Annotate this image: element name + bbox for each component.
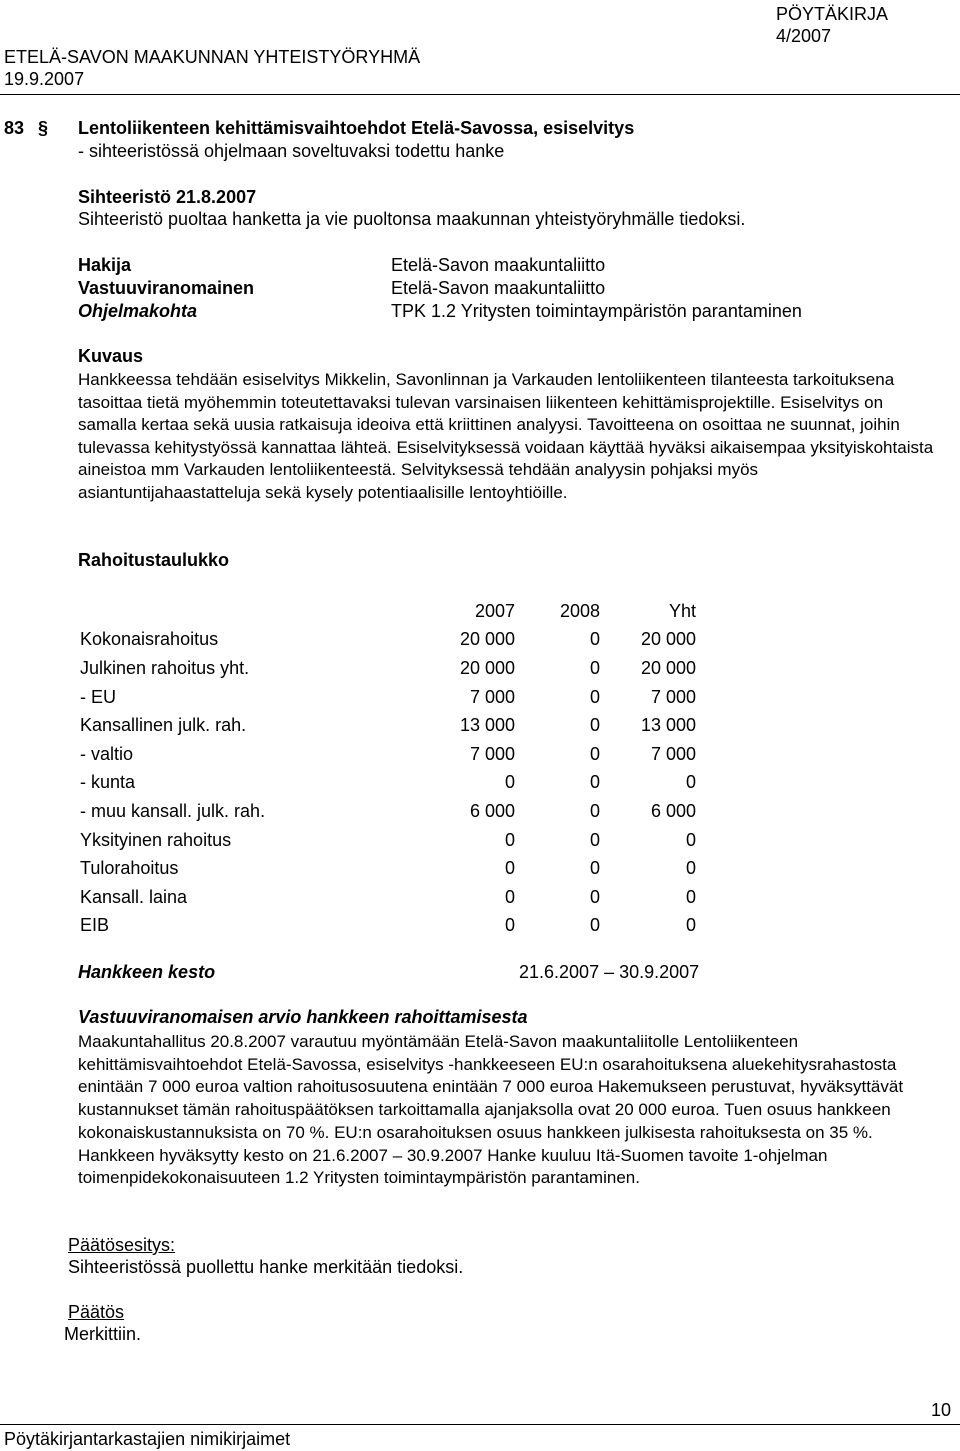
decision-heading: Päätös [68,1302,125,1322]
program-point-label: Ohjelmakohta [78,301,198,321]
financing-header-label [80,597,430,626]
row-2008: 0 [589,629,600,650]
financing-header-total: Yht [668,600,696,621]
financing-header-row [80,597,696,626]
row-label: - valtio [80,743,134,764]
row-2008: 0 [589,858,600,879]
row-label: EIB [80,915,110,936]
description-paragraph: Hankkeessa tehdään esiselvitys Mikkelin, Savonlinnan ja Varkauden lentoliikenteen tilanteesta tarkoituksena tasoittaa tietä myöhemmin toteutettavaksi tulevan varsinaisen liikenteen kehittämisprojektille. Esiselvitys on samalla kertaa sekä uusia ratkaisuja ideoiva että kriittinen analyysi. Tavoitteena on osoittaa ne suunnat, joihin tulevassa kehitystyössä kannattaa lähteä. Esiselvityksessä voidaan käyttää hyväksi aikaisempaa yksityiskohtaista aineistoa mm Varkauden lentoliikenteestä. Selvityksessä tehdään analyysin pohjaksi myös asiantuntijahaastatteluja sekä kysely potentiaalisille lentoyhtiöille. [78,370,934,502]
row-2007: 7 000 [469,743,515,764]
signatures-label: Pöytäkirjantarkastajien nimikirjaimet [4,1429,291,1449]
table-row [80,683,696,712]
row-2007: 0 [504,829,515,850]
row-total: 20 000 [640,657,696,678]
row-total: 6 000 [650,800,696,821]
row-label: Kokonaisrahoitus [80,629,219,650]
table-row [80,769,696,798]
row-2007: 7 000 [469,686,515,707]
footer-divider [0,1424,960,1425]
item-subtitle: - sihteeristössä ohjelmaan soveltuvaksi todettu hanke [78,141,505,161]
row-2007: 6 000 [469,800,515,821]
row-label: - muu kansall. julk. rah. [80,800,266,821]
row-2007: 0 [504,858,515,879]
table-row [80,711,696,740]
financing-heading: Rahoitustaulukko [78,550,230,570]
table-row [80,626,696,655]
row-2008: 0 [589,800,600,821]
row-total: 0 [685,829,696,850]
decision-text: Merkittiin. [64,1324,142,1344]
table-row [80,854,696,883]
row-2007: 20 000 [459,629,515,650]
meeting-date: 19.9.2007 [4,69,85,89]
table-row [80,883,696,912]
table-row [80,654,696,683]
row-label: - EU [80,686,116,707]
row-2008: 0 [589,686,600,707]
item-title: Lentoliikenteen kehittämisvaihtoehdot Etelä-Savossa, esiselvitys [78,118,635,138]
organization-name: ETELÄ-SAVON MAAKUNNAN YHTEISTYÖRYHMÄ [4,47,421,67]
table-row [80,826,696,855]
row-total: 7 000 [650,743,696,764]
row-label: Kansall. laina [80,886,188,907]
row-2008: 0 [589,743,600,764]
header-divider [0,94,960,95]
applicant-value: Etelä-Savon maakuntaliitto [391,255,606,275]
row-total: 0 [685,858,696,879]
authority-label: Vastuuviranomainen [78,278,255,298]
row-2007: 0 [504,886,515,907]
row-2008: 0 [589,657,600,678]
row-2007: 20 000 [459,657,515,678]
table-row [80,740,696,769]
duration-label: Hankkeen kesto [78,962,216,982]
row-label: Kansallinen julk. rah. [80,715,247,736]
duration-value: 21.6.2007 – 30.9.2007 [519,962,700,982]
secretariat-text: Sihteeristö puoltaa hanketta ja vie puoltonsa maakunnan yhteistyöryhmälle tiedoksi. [78,209,746,229]
proposal-text: Sihteeristössä puollettu hanke merkitään tiedoksi. [68,1257,464,1277]
row-label: - kunta [80,772,136,793]
row-2008: 0 [589,772,600,793]
row-label: Tulorahoitus [80,858,179,879]
proposal-heading: Päätösesitys: [68,1235,176,1255]
financing-table [80,597,696,940]
page-number: 10 [931,1400,952,1420]
document-number: 4/2007 [776,26,832,46]
applicant-label: Hakija [78,255,132,275]
document-type: PÖYTÄKIRJA [776,4,889,24]
row-2007: 0 [504,915,515,936]
financing-header-2007: 2007 [474,600,515,621]
row-2008: 0 [589,715,600,736]
authority-value: Etelä-Savon maakuntaliitto [391,278,606,298]
section-sign-icon: § [38,118,49,138]
row-2007: 13 000 [459,715,515,736]
description-heading: Kuvaus [78,346,144,366]
assessment-heading: Vastuuviranomaisen arvio hankkeen rahoittamisesta [78,1007,528,1027]
program-point-value: TPK 1.2 Yritysten toimintaympäristön parantaminen [391,301,802,321]
row-total: 0 [685,886,696,907]
financing-header-2008: 2008 [559,600,600,621]
row-total: 0 [685,915,696,936]
description-text [78,369,938,504]
row-label: Yksityinen rahoitus [80,829,232,850]
row-total: 13 000 [640,715,696,736]
table-row [80,797,696,826]
row-total: 20 000 [640,629,696,650]
row-label: Julkinen rahoitus yht. [80,657,250,678]
assessment-text: Maakuntahallitus 20.8.2007 varautuu myöntämään Etelä-Savon maakuntaliitolle Lentoliikenteen kehittämisvaihtoehdot Etelä-Savossa, esiselvitys -hankkeeseen EU:n osarahoituksena aluekehitysrahastosta enintään 7 000 euroa valtion rahoitusosuutena enintään 7 000 euroa Hakemukseen perustuvat, hyväksyttävät kustannukset tämän rahoituspäätöksen tarkoittamalla ajanjaksolla ovat 20 000 euroa. Tuen osuus hankkeen kokonaiskustannuksista on 70 %. EU:n osarahoituksen osuus hankkeen julkisesta rahoituksesta on 35 %. Hankkeen hyväksytty kesto on 21.6.2007 – 30.9.2007 Hanke kuuluu Itä-Suomen tavoite 1-ohjelman toimenpidekokonaisuuteen 1.2 Yritysten toimintaympäristön parantaminen. [78,1032,904,1188]
table-row [80,912,696,941]
secretariat-heading: Sihteeristö 21.8.2007 [78,187,257,207]
row-2008: 0 [589,829,600,850]
row-2008: 0 [589,886,600,907]
item-number: 83 [4,118,25,138]
row-total: 0 [685,772,696,793]
row-2008: 0 [589,915,600,936]
row-total: 7 000 [650,686,696,707]
row-2007: 0 [504,772,515,793]
